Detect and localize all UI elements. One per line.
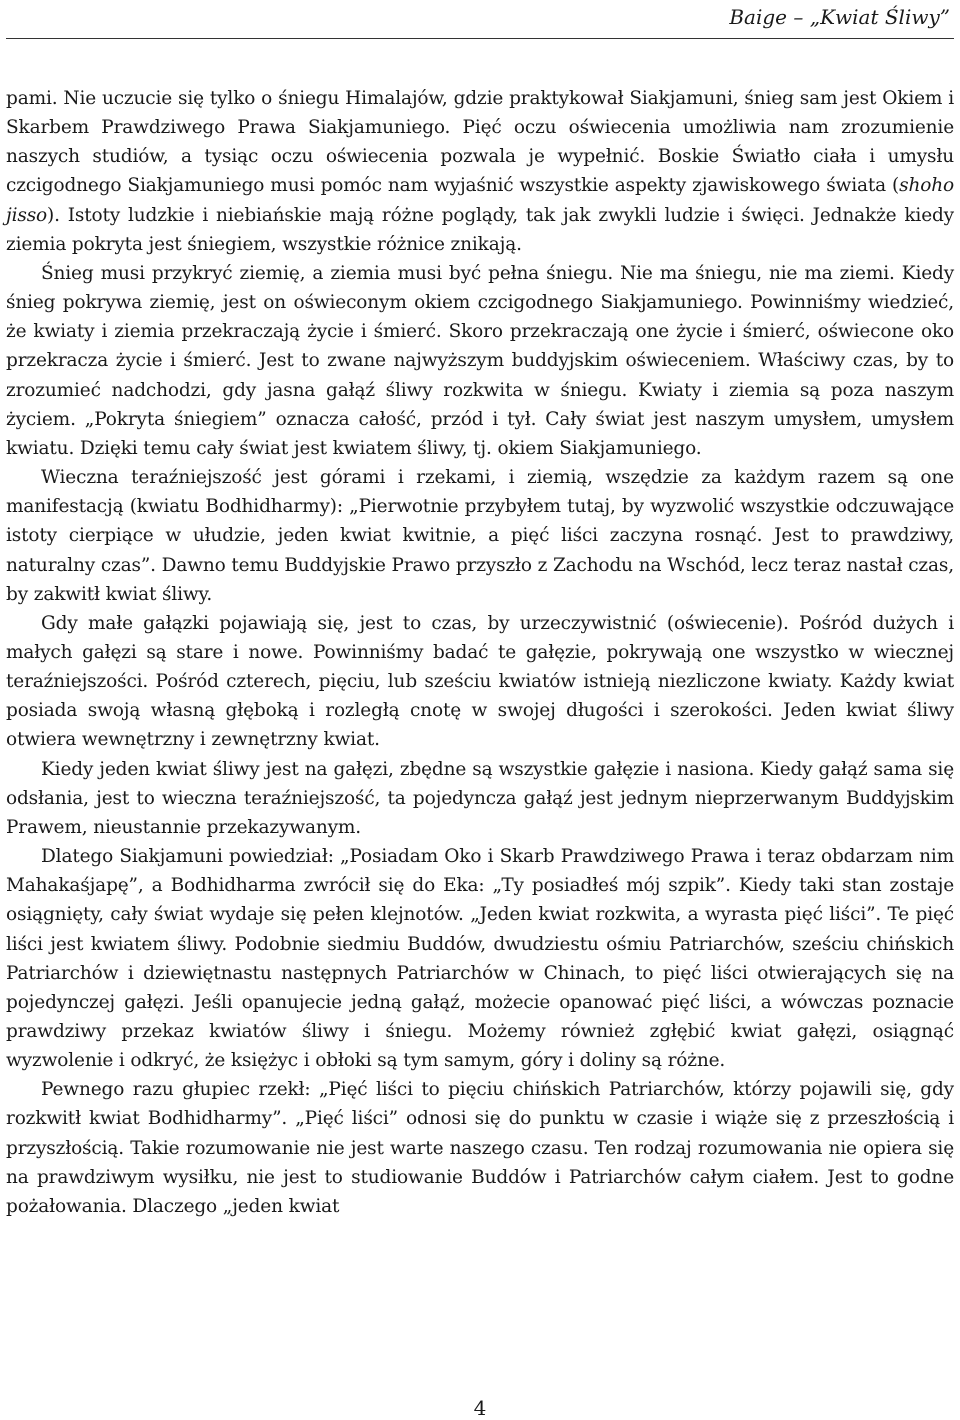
- paragraph-1: [6, 84, 954, 259]
- paragraph-3: Wieczna teraźniejszość jest górami i rzekami, i ziemią, wszędzie za każdym razem są one manifestacją (kwiatu Bodhidharmy): „Pierwotnie przybyłem tutaj, by wyzwolić wszystkie odczuwające istoty cierpiące w ułudzie, jeden kwiat kwitnie, a pięć liści zaczyna rosnąć. Jest to prawdziwy, naturalny czas”. Dawno temu Buddyjskie Prawo przyszło z Zachodu na Wschód, lecz teraz nastał czas, by zakwitł kwiat śliwy.: [6, 467, 954, 605]
- paragraph-2: Śnieg musi przykryć ziemię, a ziemia musi być pełna śniegu. Nie ma śniegu, nie ma ziemi. Kiedy śnieg pokrywa ziemię, jest on oświeconym okiem czcigodnego Siakjamuniego. Powinniśmy wiedzieć, że kwiaty i ziemia przekraczają życie i śmierć. Skoro przekraczają one życie i śmierć, oświecone oko przekracza życie i śmierć. Jest to zwane najwyższym buddyjskim oświeceniem. Właściwy czas, by to zrozumieć nadchodzi, gdy jasna gałąź śliwy rozkwita w śniegu. Kwiaty i ziemia są poza naszym życiem. „Pokryta śniegiem” oznacza całość, przód i tył. Cały świat jest naszym umysłem, umysłem kwiatu. Dzięki temu cały świat jest kwiatem śliwy, tj. okiem Siakjamuniego.: [6, 262, 954, 459]
- header-rule: [6, 38, 954, 39]
- page-body: [6, 84, 954, 1221]
- paragraph-1-text-b: ). Istoty ludzkie i niebiańskie mają różne poglądy, tak jak zwykli ludzie i święci. Jednakże kiedy ziemia pokryta jest śniegiem, wszystkie różnice znikają.: [6, 204, 954, 255]
- paragraph-4: Gdy małe gałązki pojawiają się, jest to czas, by urzeczywistnić (oświecenie). Pośród dużych i małych gałęzi są stare i nowe. Powinniśmy badać te gałęzie, pokrywają one wszystko w wiecznej teraźniejszości. Pośród czterech, pięciu, lub sześciu kwiatów istnieją niezliczone kwiaty. Każdy kwiat posiada swoją własną głęboką i rozległą cnotę w swojej długości i szerokości. Jeden kwiat śliwy otwiera wewnętrzny i zewnętrzny kwiat.: [6, 612, 954, 751]
- paragraph-1-italic-term: shoho jisso: [6, 175, 954, 226]
- paragraph-7: Pewnego razu głupiec rzekł: „Pięć liści to pięciu chińskich Patriarchów, którzy pojawili się, gdy rozkwitł kwiat Bodhidharmy”. „Pięć liści” odnosi się do punktu w czasie i wiąże się z przeszłością i przyszłością. Takie rozumowanie nie jest warte naszego czasu. Ten rodzaj rozumowania nie opiera się na prawdziwym wysiłku, nie jest to studiowanie Buddów i Patriarchów całym ciałem. Jest to godne pożałowania. Dlaczego „jeden kwiat: [6, 1079, 954, 1217]
- running-header-title: Baige – „Kwiat Śliwy”: [729, 5, 950, 29]
- paragraph-5: Kiedy jeden kwiat śliwy jest na gałęzi, zbędne są wszystkie gałęzie i nasiona. Kiedy gałąź sama się odsłania, jest to wieczna teraźniejszość, ta pojedyncza gałąź jest jednym nieprzerwanym Buddyjskim Prawem, nieustannie przekazywanym.: [6, 758, 954, 838]
- paragraph-1-text-a: pami. Nie uczucie się tylko o śniegu Himalajów, gdzie praktykował Siakjamuni, śnieg sam jest Okiem i Skarbem Prawdziwego Prawa Siakjamuniego. Pięć oczu oświecenia umożliwia nam zrozumienie naszych studiów, a tysiąc oczu oświecenia pozwala je wypełnić. Boskie Światło ciała i umysłu czcigodnego Siakjamuniego musi pomóc nam wyjaśnić wszystkie aspekty zjawiskowego świata (: [6, 88, 954, 197]
- page-number: 4: [473, 1396, 487, 1420]
- paragraph-6: Dlatego Siakjamuni powiedział: „Posiadam Oko i Skarb Prawdziwego Prawa i teraz obdarzam nim Mahakaśjapę”, a Bodhidharma zwrócił się do Eka: „Ty posiadłeś mój szpik”. Kiedy taki stan zostaje osiągnięty, cały świat wydaje się pełen klejnotów. „Jeden kwiat rozkwita, a wyrasta pięć liści”. Te pięć liści jest kwiatem śliwy. Podobnie siedmiu Buddów, dwudziestu ośmiu Patriarchów, sześciu chińskich Patriarchów i dziewiętnastu następnych Patriarchów w Chinach, to pięć liści otwierających się na pojedynczej gałęzi. Jeśli opanujecie jedną gałąź, możecie opanować pięć liści, a wówczas poznacie prawdziwy przekaz kwiatów śliwy i śniegu. Możemy również zgłębić kwiat gałęzi, osiągnąć wyzwolenie i odkryć, że księżyc i obłoki są tym samym, góry i doliny są różne.: [6, 846, 954, 1072]
